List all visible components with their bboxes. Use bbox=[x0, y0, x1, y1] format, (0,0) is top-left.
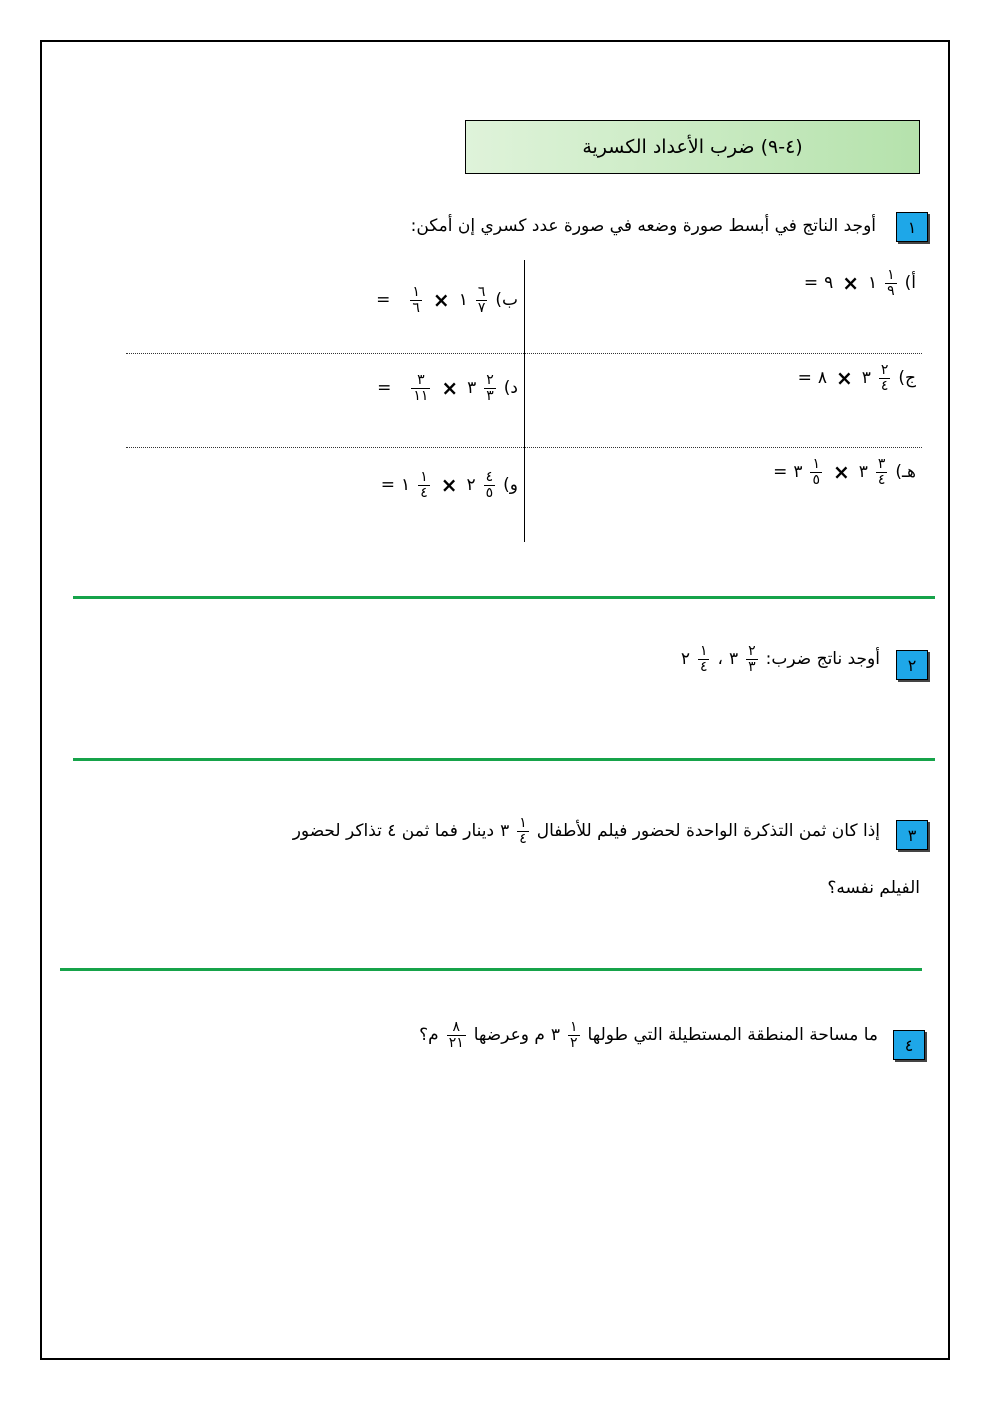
page-frame bbox=[40, 40, 950, 1360]
question-2-text: أوجد ناتج ضرب: $\frac{٢}{٣}$ ٣ ، $\frac{١}{٤}$ ٢ bbox=[680, 643, 880, 675]
row-divider bbox=[126, 353, 922, 354]
section-divider bbox=[73, 758, 935, 761]
question-3-number: ٣ bbox=[896, 820, 928, 850]
question-2-number: ٢ bbox=[896, 650, 928, 680]
exercise-a: أ) $\frac{١}{٩}$ ١ × ٩ = bbox=[803, 267, 916, 299]
exercise-f: و) $\frac{٤}{٥}$ ٢ × $\frac{١}{٤}$ ١ = bbox=[380, 469, 518, 501]
question-1-text: أوجد الناتج في أبسط صورة وضعه في صورة عدد كسري إن أمكن: bbox=[410, 216, 876, 236]
question-3-text-line-2: الفيلم نفسه؟ bbox=[827, 878, 920, 898]
question-3-text: إذا كان ثمن التذكرة الواحدة لحضور فيلم للأطفال $\frac{١}{٤}$ ٣ دينار فما ثمن ٤ تذاكر لحضور bbox=[292, 815, 880, 847]
exercise-b: ب) $\frac{٦}{٧}$ ١ × $\frac{١}{٦}$ = bbox=[376, 284, 518, 316]
exercise-e: هـ) $\frac{٣}{٤}$ ٣ × $\frac{١}{٥}$ ٣ = bbox=[773, 456, 916, 488]
question-4-text: ما مساحة المنطقة المستطيلة التي طولها $\frac{١}{٢}$ ٣ م وعرضها $\frac{٨}{٢١}$ م؟ bbox=[419, 1019, 878, 1051]
question-1-number: ١ bbox=[896, 212, 928, 242]
lesson-title: (٤-٩) ضرب الأعداد الكسرية bbox=[465, 120, 920, 174]
question-4-number: ٤ bbox=[893, 1030, 925, 1060]
exercise-c: ج) $\frac{٢}{٤}$ ٣ × ٨ = bbox=[797, 362, 916, 394]
section-divider bbox=[60, 968, 922, 971]
column-divider bbox=[524, 260, 525, 542]
row-divider bbox=[126, 447, 922, 448]
exercise-d: د) $\frac{٢}{٣}$ ٣ × $\frac{٣}{١١}$ = bbox=[377, 372, 518, 404]
section-divider bbox=[73, 596, 935, 599]
